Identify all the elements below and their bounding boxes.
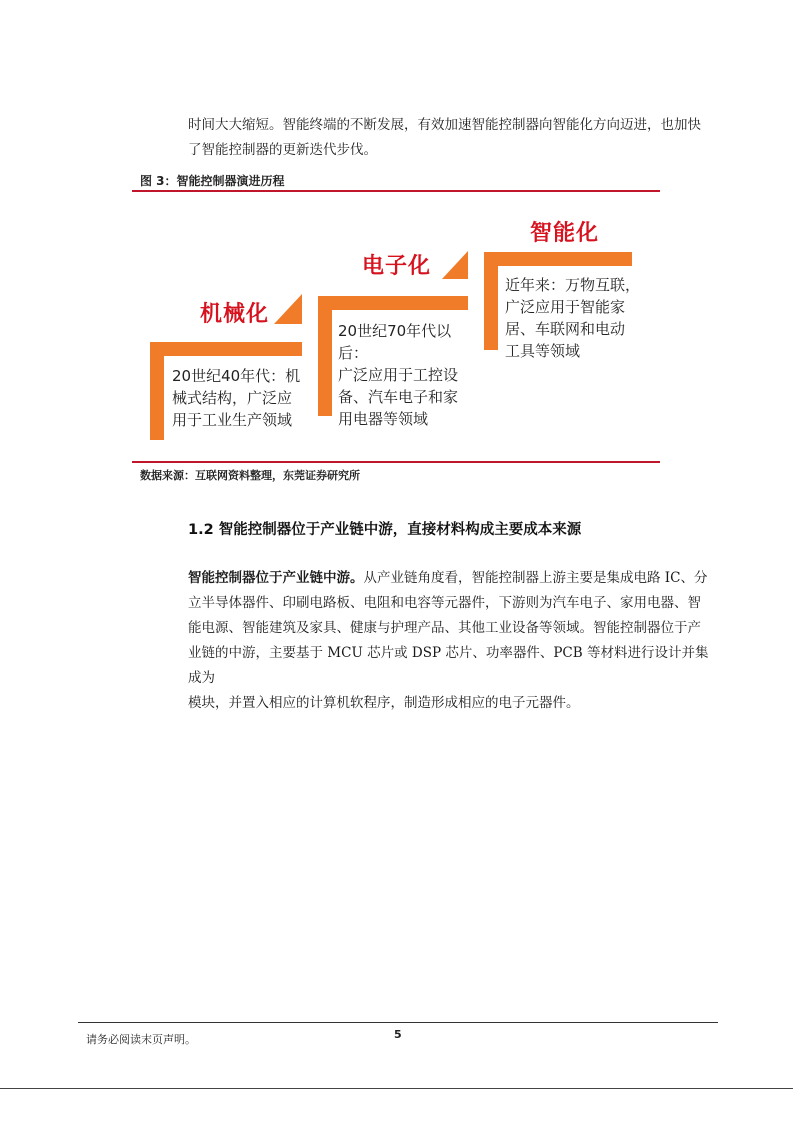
intro-line: 了智能控制器的更新迭代步伐。	[188, 142, 377, 158]
stage-text-line: 20世纪70年代以后：	[338, 322, 452, 362]
footer-rule	[78, 1022, 718, 1023]
paragraph-line-text: 从产业链角度看，智能控制器上游主要是集成电路 IC、分	[363, 570, 708, 586]
stage-text-line: 用于工业生产领域	[172, 411, 293, 429]
figure-caption: 图 3：智能控制器演进历程	[140, 174, 285, 188]
stage-text-line: 居、车联网和电动	[505, 320, 626, 338]
paragraph-line: 能电源、智能建筑及家具、健康与护理产品、其他工业设备等领域。智能控制器位于产	[188, 620, 701, 636]
stage-bracket-top	[484, 252, 632, 266]
stage-text-line: 近年来：万物互联，	[505, 276, 641, 294]
stage-text-line: 20世纪40年代：机	[172, 367, 301, 385]
page-bottom-rule	[0, 1088, 793, 1089]
section-heading: 1.2 智能控制器位于产业链中游，直接材料构成主要成本来源	[188, 522, 582, 538]
paragraph-line: 立半导体器件、印刷电路板、电阻和电容等元器件，下游则为汽车电子、家用电器、智	[188, 595, 701, 611]
paragraph-line	[188, 566, 718, 591]
intro-paragraph	[188, 113, 718, 163]
figure-source: 数据来源：互联网资料整理，东莞证券研究所	[140, 469, 360, 482]
stage-corner-triangle	[274, 294, 302, 324]
stage-title-electronic: 电子化	[362, 254, 432, 279]
paragraph-line: 模块，并置入相应的计算机软程序，制造形成相应的电子元器件。	[188, 695, 580, 711]
page-number: 5	[394, 1028, 402, 1041]
stage-text-intelligent	[505, 274, 645, 362]
stage-bracket-top	[318, 296, 468, 310]
footer-disclaimer: 请务必阅读末页声明。	[86, 1033, 196, 1046]
evolution-diagram	[132, 193, 660, 461]
stage-text-line: 械式结构，广泛应	[172, 389, 293, 407]
stage-bracket-left	[150, 342, 164, 440]
stage-text-line: 用电器等领域	[338, 410, 429, 428]
paragraph-lead: 智能控制器位于产业链中游。	[188, 570, 364, 586]
stage-text-mechanical	[172, 365, 307, 431]
figure-bottom-rule	[132, 461, 660, 463]
figure-top-rule	[132, 190, 660, 192]
stage-text-line: 广泛应用于工控设	[338, 366, 459, 384]
stage-bracket-top	[150, 342, 302, 356]
intro-line: 时间大大缩短。智能终端的不断发展，有效加速智能控制器向智能化方向迈进，也加快	[188, 117, 701, 133]
stage-bracket-left	[484, 252, 498, 350]
stage-text-line: 广泛应用于智能家	[505, 298, 626, 316]
stage-title-mechanical: 机械化	[200, 302, 270, 327]
stage-text-line: 工具等领域	[505, 342, 581, 360]
stage-bracket-left	[318, 296, 332, 416]
stage-corner-triangle	[442, 251, 468, 279]
stage-title-intelligent: 智能化	[530, 221, 600, 246]
stage-text-line: 备、汽车电子和家	[338, 388, 459, 406]
stage-text-electronic	[338, 320, 478, 430]
section-paragraph	[188, 566, 718, 716]
paragraph-line: 业链的中游，主要基于 MCU 芯片或 DSP 芯片、功率器件、PCB 等材料进行设计并集成为	[188, 645, 709, 686]
